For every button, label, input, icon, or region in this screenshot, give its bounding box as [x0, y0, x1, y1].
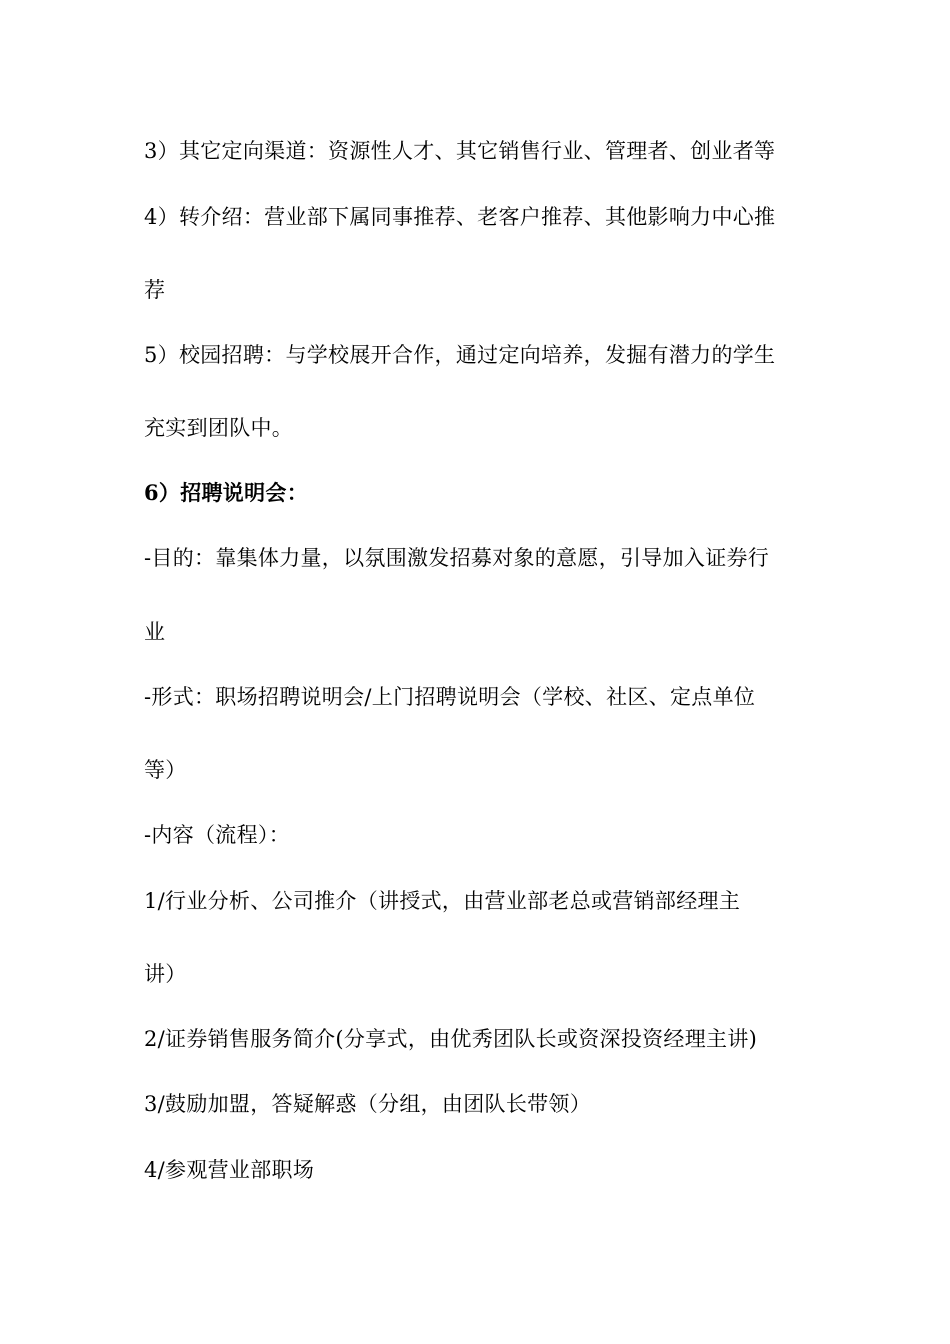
- text-line-referral-4: 4）转介绍：营业部下属同事推荐、老客户推荐、其他影响力中心推: [144, 205, 776, 229]
- list-item-step-4: 4/参观营业部职场: [144, 1158, 315, 1182]
- list-item-step-2: 2/证券销售服务简介(分享式，由优秀团队长或资深投资经理主讲): [144, 1027, 758, 1051]
- text-line-campus-5-cont: 充实到团队中。: [144, 416, 294, 440]
- text-line-channel-3: 3）其它定向渠道：资源性人才、其它销售行业、管理者、创业者等: [144, 139, 776, 163]
- text-line-format: -形式：职场招聘说明会/上门招聘说明会（学校、社区、定点单位: [144, 685, 756, 709]
- text-line-referral-4-cont: 荐: [144, 278, 166, 302]
- text-line-purpose-cont: 业: [144, 620, 166, 644]
- text-line-content: -内容（流程）：: [144, 823, 290, 847]
- text-line-campus-5: 5）校园招聘：与学校展开合作，通过定向培养，发掘有潜力的学生: [144, 343, 776, 367]
- list-item-step-3: 3/鼓励加盟，答疑解惑（分组，由团队长带领）: [144, 1092, 592, 1116]
- section-heading-recruitment-meeting: 6）招聘说明会：: [144, 480, 309, 505]
- list-item-step-1: 1/行业分析、公司推介（讲授式，由营业部老总或营销部经理主: [144, 889, 741, 913]
- text-line-format-cont: 等）: [144, 758, 187, 782]
- text-line-purpose: -目的：靠集体力量，以氛围激发招募对象的意愿，引导加入证券行: [144, 546, 770, 570]
- list-item-step-1-cont: 讲）: [144, 962, 187, 986]
